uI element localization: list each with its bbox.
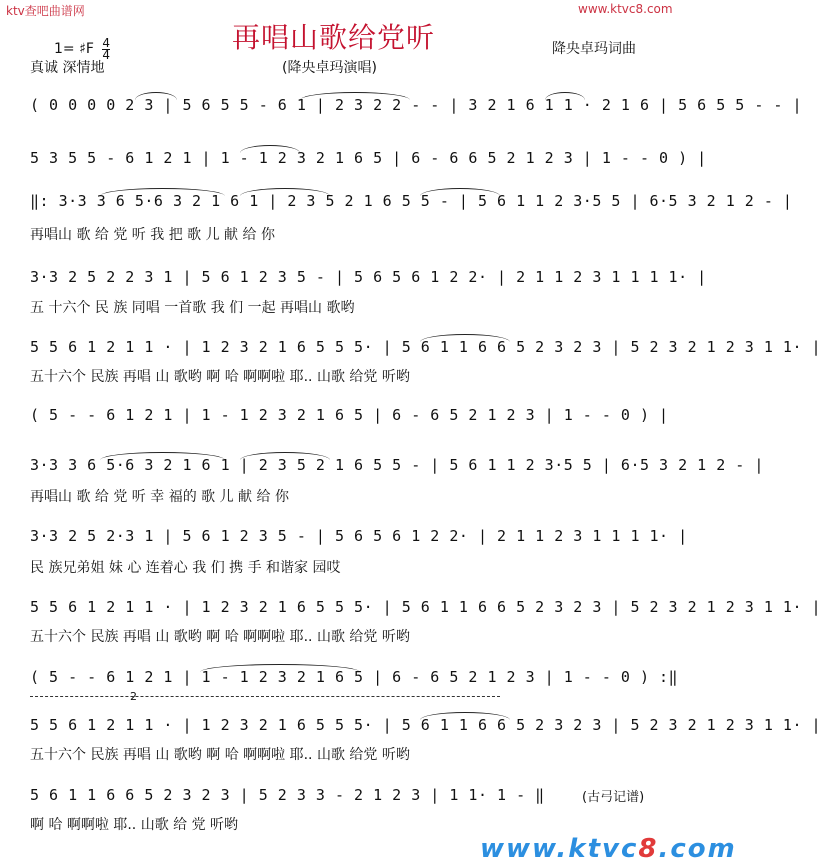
volta-number: 2	[130, 690, 137, 703]
score-row-10-notes: ( 5 - - 6 1 2 1 | 1 - 1 2 3 2 1 6 5 | 6 - 6 5 2 1 2 3 | 1 - - 0 ) :‖	[30, 668, 679, 686]
time-bottom: 4	[102, 48, 111, 62]
slur-mark	[300, 92, 410, 100]
slur-mark	[240, 452, 330, 460]
slur-mark	[100, 188, 225, 196]
score-row-9-lyrics: 五十六个 民族 再唱 山 歌哟 啊 哈 啊啊啦 耶.. 山歌 给党 听哟	[30, 629, 410, 645]
volta-bracket-line	[30, 696, 500, 697]
score-row-4-lyrics: 五 十六个 民 族 同唱 一首歌 我 们 一起 再唱山 歌哟	[30, 300, 355, 316]
watermark-part-3: .com	[658, 834, 737, 864]
score-row-7-notes: 3·3 3 6 5·6 3 2 1 6 1 | 2 3 5 2 1 6 5 5 - | 5 6 1 1 2 3·5 5 | 6·5 3 2 1 2 - |	[30, 456, 764, 474]
song-title: 再唱山歌给党听	[232, 21, 436, 54]
score-row-4-notes: 3·3 2 5 2 2 3 1 | 5 6 1 2 3 5 - | 5 6 5 6 1 2 2· | 2 1 1 2 3 1 1 1 1· |	[30, 268, 707, 286]
score-row-5-lyrics: 五十六个 民族 再唱 山 歌哟 啊 哈 啊啊啦 耶.. 山歌 给党 听哟	[30, 369, 410, 385]
site-url-right: www.ktvc8.com	[578, 2, 673, 16]
slur-mark	[200, 664, 360, 672]
slur-mark	[240, 145, 300, 153]
score-row-8-lyrics: 民 族兄弟姐 妹 心 连着心 我 们 携 手 和谐家 园哎	[30, 560, 341, 576]
score-row-1-notes: ( 0 0 0 0 2 3 | 5 6 5 5 - 6 1 | 2 3 2 2 - - | 3 2 1 6 1 1 · 2 1 6 | 5 6 5 5 - - |	[30, 96, 802, 114]
score-row-3-notes: ‖: 3·3 3 6 5·6 3 2 1 6 1 | 2 3 5 2 1 6 5 5 - | 5 6 1 1 2 3·5 5 | 6·5 3 2 1 2 - |	[30, 192, 793, 210]
score-row-7-lyrics: 再唱山 歌 给 党 听 幸 福的 歌 儿 献 给 你	[30, 489, 289, 505]
score-row-12-lyrics: 啊 哈 啊啊啦 耶.. 山歌 给 党 听哟	[30, 817, 239, 833]
slur-mark	[100, 452, 225, 460]
score-row-6-notes: ( 5 - - 6 1 2 1 | 1 - 1 2 3 2 1 6 5 | 6 - 6 5 2 1 2 3 | 1 - - 0 ) |	[30, 406, 669, 424]
score-row-5-notes: 5 5 6 1 2 1 1 · | 1 2 3 2 1 6 5 5 5· | 5 6 1 1 6 6 5 2 3 2 3 | 5 2 3 2 1 2 3 1 1· |	[30, 338, 821, 356]
score-row-8-notes: 3·3 2 5 2·3 1 | 5 6 1 2 3 5 - | 5 6 5 6 1 2 2· | 2 1 1 2 3 1 1 1 1· |	[30, 527, 688, 545]
watermark-part-2: 8	[638, 834, 659, 864]
watermark-logo	[480, 834, 737, 864]
score-row-3-lyrics: 再唱山 歌 给 党 听 我 把 歌 儿 献 给 你	[30, 227, 275, 243]
singer-credit: (降央卓玛演唱)	[282, 60, 377, 76]
slur-mark	[420, 334, 510, 342]
watermark-part-1: www.ktvc	[480, 834, 639, 864]
slur-mark	[420, 188, 500, 196]
score-row-9-notes: 5 5 6 1 2 1 1 · | 1 2 3 2 1 6 5 5 5· | 5 6 1 1 6 6 5 2 3 2 3 | 5 2 3 2 1 2 3 1 1· |	[30, 598, 821, 616]
transcriber-signature: (古弓记谱)	[582, 790, 645, 805]
slur-mark	[545, 92, 585, 100]
expression-mark: 真诚 深情地	[30, 60, 105, 76]
slur-mark	[420, 712, 510, 720]
key-label: 1= ♯F	[54, 41, 94, 57]
author-credit: 降央卓玛词曲	[552, 41, 636, 57]
score-row-2-notes: 5 3 5 5 - 6 1 2 1 | 1 - 1 2 3 2 1 6 5 | 6 - 6 6 5 2 1 2 3 | 1 - - 0 ) |	[30, 149, 707, 167]
site-name-left: ktv查吧曲谱网	[6, 4, 85, 18]
slur-mark	[240, 188, 330, 196]
score-row-12-notes: 5 6 1 1 6 6 5 2 3 2 3 | 5 2 3 3 - 2 1 2 3 | 1 1· 1 - ‖	[30, 786, 545, 804]
time-top: 4	[102, 36, 111, 50]
score-row-11-lyrics: 五十六个 民族 再唱 山 歌哟 啊 哈 啊啊啦 耶.. 山歌 给党 听哟	[30, 747, 410, 763]
slur-mark	[135, 92, 177, 100]
score-row-11-notes: 5 5 6 1 2 1 1 · | 1 2 3 2 1 6 5 5 5· | 5 6 1 1 6 6 5 2 3 2 3 | 5 2 3 2 1 2 3 1 1· |	[30, 716, 821, 734]
